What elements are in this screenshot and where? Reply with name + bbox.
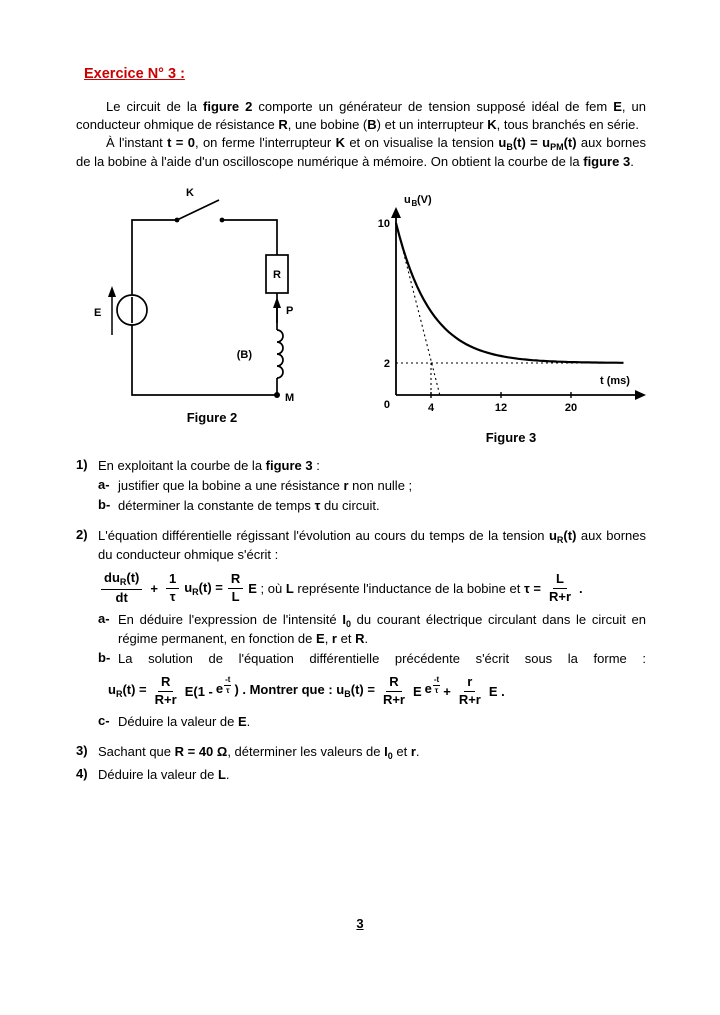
point-P-label: P xyxy=(286,305,294,318)
point-P xyxy=(273,297,293,323)
xtick-20: 20 xyxy=(564,402,578,415)
figure-3-caption: Figure 3 xyxy=(485,430,537,446)
question-1 xyxy=(76,457,646,475)
question-2 xyxy=(76,527,646,564)
question-3 xyxy=(76,743,646,762)
question-1b xyxy=(98,497,646,515)
question-2a-number: a- xyxy=(98,610,110,626)
question-2c xyxy=(98,713,646,731)
y-axis-arrow-icon xyxy=(391,207,401,218)
generator-E xyxy=(94,286,147,335)
solution-m3: E xyxy=(412,683,422,699)
solution-m5: E . xyxy=(488,683,505,699)
question-2a xyxy=(98,611,646,648)
circuit-diagram xyxy=(92,185,332,407)
equation-period: . xyxy=(579,580,583,596)
solution-m1: E(1 - xyxy=(184,683,213,699)
question-2c-text: Déduire la valeur de E. xyxy=(118,713,251,729)
page-number: 3 xyxy=(356,916,364,931)
point-M xyxy=(274,392,294,404)
fraction-r-Rr: $\frac{r}{R+r}$ xyxy=(458,673,481,707)
equation-after: E ; où L représente l'inductance de la bobine et τ = xyxy=(248,580,541,596)
question-1-text: En exploitant la courbe de la figure 3 : xyxy=(98,458,320,474)
differential-equation xyxy=(98,571,646,605)
ub-decay-curve xyxy=(396,223,624,363)
solution-m4: + xyxy=(443,683,451,699)
x-axis-arrow-icon xyxy=(635,390,646,400)
ytick-10: 10 xyxy=(377,218,390,231)
question-2a-text: En déduire l'expression de l'intensité $I_0$ du courant électrique circulant dans le circuit en régime permanent, en fonction de E, r et R. xyxy=(118,611,646,647)
plus-operator: + xyxy=(150,580,158,596)
intro-paragraph-2: À l'instant t = 0, on ferme l'interrupteur K et on visualise la tension $u_B(t) = u_{PM}(t)$ aux bornes de la bobine à l'aide d'un oscilloscope numérique à mémoire. On obtient la courbe de la figure 3. xyxy=(76,134,646,170)
figures-row xyxy=(76,185,646,445)
svg-text:(V): (V) xyxy=(417,194,432,207)
resistor-R xyxy=(266,255,288,293)
svg-text:u: u xyxy=(404,194,411,207)
solution-equation xyxy=(106,675,646,708)
figure-2 xyxy=(92,185,332,445)
switch-label: K xyxy=(186,187,194,200)
question-4 xyxy=(76,766,646,784)
fraction-duR-dt: $\frac{du_R(t)}{dt}$ xyxy=(101,571,142,605)
x-axis-label: t (ms) xyxy=(600,375,630,388)
question-2b-number: b- xyxy=(98,650,111,665)
question-2b xyxy=(98,650,646,668)
question-3-number: 3) xyxy=(76,742,88,758)
question-1-number: 1) xyxy=(76,457,88,473)
exp-term-2: e -t τ xyxy=(424,675,440,697)
solution-lead: $u_R(t)$ = xyxy=(108,682,147,700)
generator-label: E xyxy=(94,307,102,320)
exp-term-1: e -t τ xyxy=(215,675,231,697)
figure-2-caption: Figure 2 xyxy=(186,410,238,426)
figure-3 xyxy=(366,185,656,445)
circuit-wires xyxy=(132,220,277,395)
fraction-R-Rr-2: $\frac{R}{R+r}$ xyxy=(382,673,405,707)
fraction-R-L: $\frac{R}{L}$ xyxy=(228,572,243,605)
voltage-curve-chart xyxy=(366,185,656,420)
xtick-12: 12 xyxy=(494,402,508,415)
resistor-label: R xyxy=(273,269,281,282)
fraction-L-Rr: $\frac{L}{R+r}$ xyxy=(548,571,572,605)
arrow-up-icon xyxy=(273,297,281,308)
y-axis-label xyxy=(404,194,432,208)
question-4-number: 4) xyxy=(76,766,88,782)
question-1a-number: a- xyxy=(98,477,110,493)
emf-arrowhead-icon xyxy=(108,286,116,297)
intro-paragraph-1: Le circuit de la figure 2 comporte un générateur de tension supposé idéal de fem E, un conducteur ohmique de résistance R, une bobine (B) et un interrupteur K, tous branchés en série. xyxy=(76,99,646,132)
question-2c-number: c- xyxy=(98,712,110,728)
coil-B xyxy=(237,330,283,378)
svg-text:B: B xyxy=(411,199,418,209)
solution-m2: ) . Montrer que : $u_B(t)$ = xyxy=(234,682,375,700)
question-1b-number: b- xyxy=(98,497,111,513)
question-2b-text: La solution de l'équation différentielle précédente s'écrit sous la forme : xyxy=(118,651,646,666)
question-3-text: Sachant que R = 40 Ω, déterminer les valeurs de $I_0$ et r. xyxy=(98,743,420,761)
exercise-title: Exercice N° 3 : xyxy=(84,66,185,82)
xtick-4: 4 xyxy=(427,402,435,415)
question-1a xyxy=(98,477,646,495)
question-2-number: 2) xyxy=(76,527,88,543)
question-4-text: Déduire la valeur de L. xyxy=(98,767,230,783)
fraction-R-Rr-1: $\frac{R}{R+r}$ xyxy=(154,673,177,707)
question-2-text: L'équation différentielle régissant l'évolution au cours du temps de la tension $u_R(t)$ aux bornes du conducteur ohmique s'écrit : xyxy=(98,528,646,563)
equation-middle: $u_R(t)$ = xyxy=(184,579,223,597)
ytick-2: 2 xyxy=(383,358,390,371)
point-M-label: M xyxy=(285,392,295,405)
fraction-1-tau: $\frac{1}{\tau}$ xyxy=(166,572,179,605)
question-1b-text: déterminer la constante de temps τ du circuit. xyxy=(118,498,380,514)
question-1a-text: justifier que la bobine a une résistance r non nulle ; xyxy=(118,478,413,494)
coil-label: (B) xyxy=(236,349,252,362)
switch-K xyxy=(175,187,225,222)
origin-0: 0 xyxy=(383,399,390,412)
